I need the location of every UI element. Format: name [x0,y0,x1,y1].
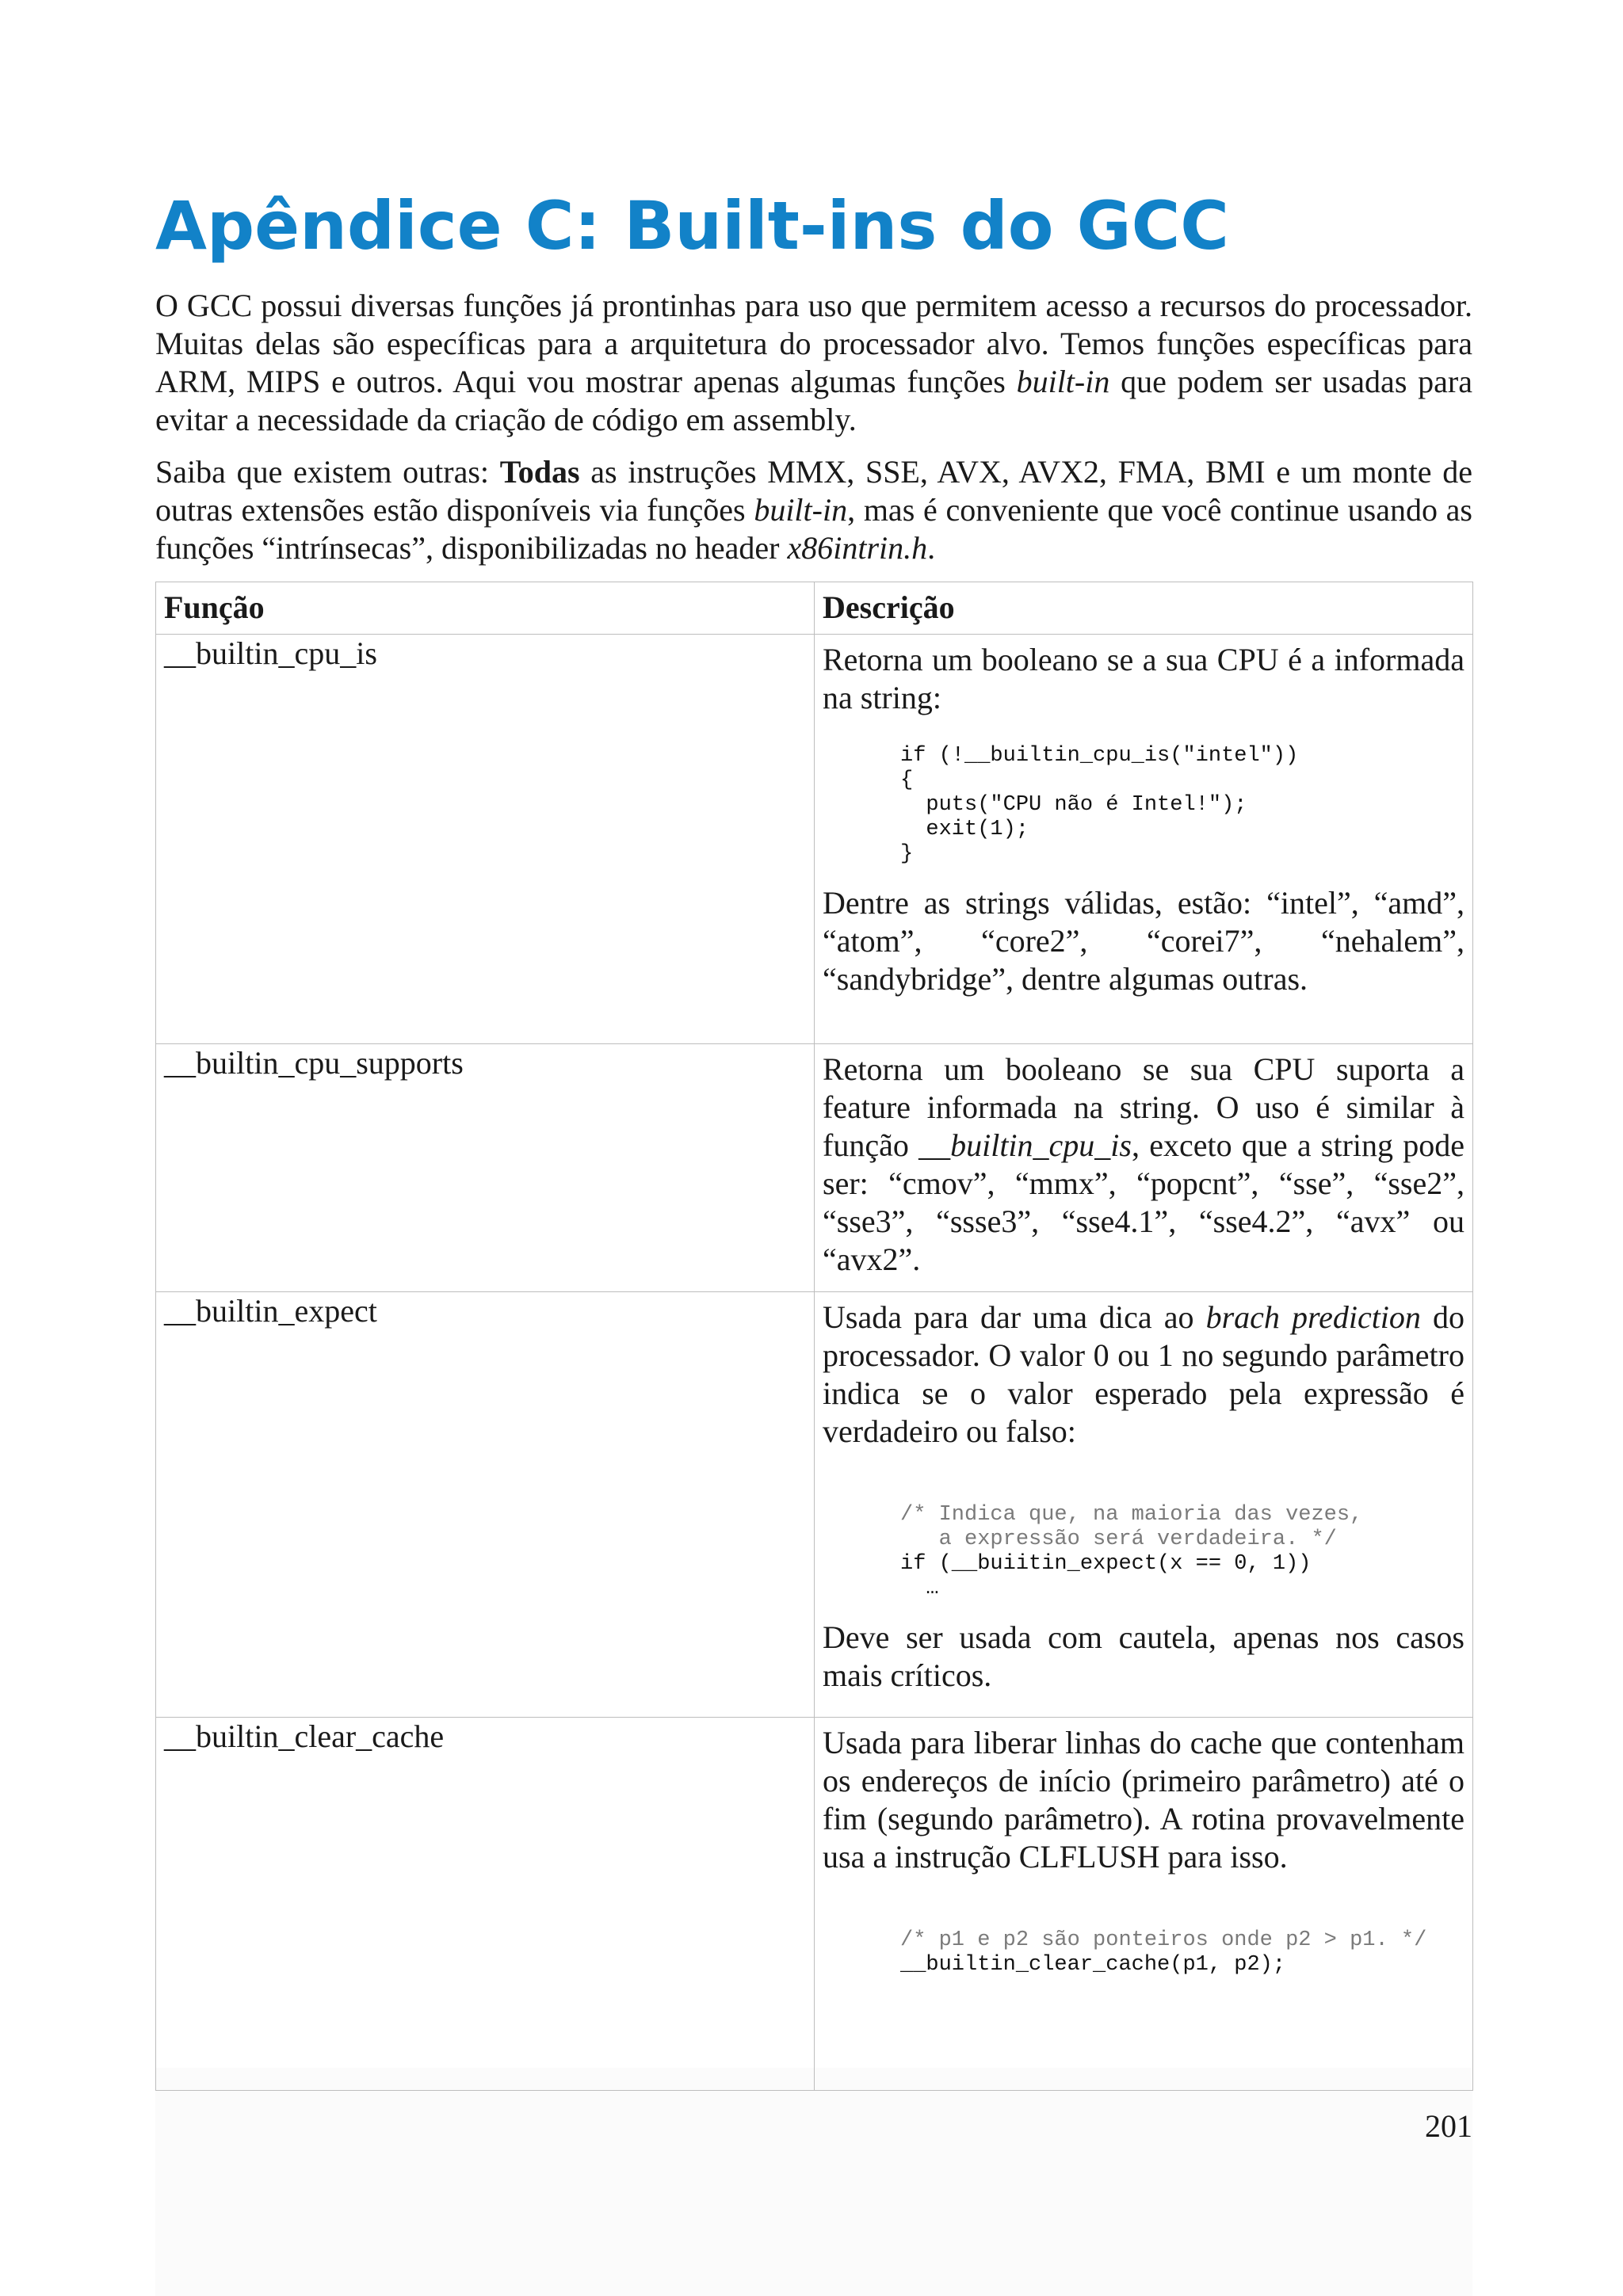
code-line: exit(1); [900,818,1029,841]
table-row [156,1718,1473,2091]
function-description [815,1044,1473,1292]
description-text: Deve ser usada com cautela, apenas nos casos mais críticos. [823,1619,1465,1693]
description-text: Retorna um booleano se a sua CPU é a informada na string: [823,642,1465,715]
code-line: { [900,769,914,792]
code-line: if (!__builtin_cpu_is("intel")) [900,744,1299,768]
code-comment-line: a expressão será verdadeira. */ [900,1527,1337,1551]
code-line: if (__buiitin_expect(x == 0, 1)) [900,1552,1312,1576]
page-number: 201 [1425,2108,1472,2144]
code-line: __builtin_clear_cache(p1, p2); [900,1953,1286,1977]
table-row [156,635,1473,1044]
description-text: Dentre as strings válidas, estão: “intel”, “amd”, “atom”, “core2”, “corei7”, “nehalem”, “sandybridge”, dentre algumas outras. [823,885,1465,997]
function-description [815,1292,1473,1718]
description-text [823,1051,1465,1279]
intro-p1-text-b: que podem ser usadas para evitar a necessidade da criação de código em assembly. [155,364,1472,437]
description-text-b: do processador. O valor 0 ou 1 no segundo parâmetro indica se o valor esperado pela expressão é verdadeiro ou falso: [823,1299,1465,1449]
intro-p2-emphasis-1: built-in [754,492,848,528]
intro-p2-text-d: . [927,530,936,566]
intro-p2-text-b: as instruções MMX, SSE, AVX, AVX2, FMA, BMI e um monte de outras extensões estão disponíveis via funções [155,454,1472,528]
code-block [823,1928,1465,1978]
table-row [156,1044,1473,1292]
code-block [823,744,1465,867]
description-text-a: Retorna um booleano se sua CPU suporta a feature informada na string. O uso é similar à função [823,1051,1465,1163]
function-name: __builtin_cpu_supports [156,1044,815,1292]
description-text-b: , exceto que a string pode ser: “cmov”, “mmx”, “popcnt”, “sse”, “sse2”, “sse3”, “ssse3”, “sse4.1”, “sse4.2”, “avx” ou “avx2”. [823,1127,1465,1277]
header-description: Descrição [815,582,1473,635]
code-comment-line: /* p1 e p2 são ponteiros onde p2 > p1. */ [900,1928,1427,1952]
intro-p2-text-c: , mas é conveniente que você continue usando as funções “intrínsecas”, disponibilizadas no header [155,492,1472,566]
table-row [156,1292,1473,1718]
function-name: __builtin_clear_cache [156,1718,815,2091]
description-emphasis: brach prediction [1205,1299,1421,1335]
function-description [815,1718,1473,2091]
description-emphasis: __builtin_cpu_is [918,1127,1132,1163]
header-function: Função [156,582,815,635]
appendix-title: Apêndice C: Built-ins do GCC [155,187,1229,265]
code-line: } [900,842,914,866]
intro-p2-emphasis-2: x86intrin.h [787,530,928,566]
table-header-row [156,582,1473,635]
description-text: Usada para liberar linhas do cache que contenham os endereços de início (primeiro parâmetro) até o fim (segundo parâmetro). A rotina provavelmente usa a instrução CLFLUSH para isso. [823,1725,1465,1875]
code-line: puts("CPU não é Intel!"); [900,793,1247,817]
description-text [823,1299,1465,1451]
intro-paragraph-1 [155,287,1472,439]
document-page [155,0,1472,2296]
intro-paragraph-2 [155,453,1472,567]
intro-p2-text-a: Saiba que existem outras: [155,454,500,490]
function-name: __builtin_expect [156,1292,815,1718]
builtins-table [155,582,1473,2091]
intro-p1-emphasis: built-in [1016,364,1110,399]
function-description [815,635,1473,1044]
code-block [823,1503,1465,1601]
intro-p1-text-a: O GCC possui diversas funções já prontinhas para uso que permitem acesso a recursos do processador. Muitas delas são específicas para a arquitetura do processador alvo. Temos funções específicas para ARM, MIPS e outros. Aqui vou mostrar apenas algumas funções [155,288,1472,399]
code-line: … [900,1577,939,1600]
code-comment-line: /* Indica que, na maioria das vezes, [900,1503,1363,1527]
intro-p2-strong: Todas [499,454,580,490]
function-name: __builtin_cpu_is [156,635,815,1044]
description-text-a: Usada para dar uma dica ao [823,1299,1206,1335]
